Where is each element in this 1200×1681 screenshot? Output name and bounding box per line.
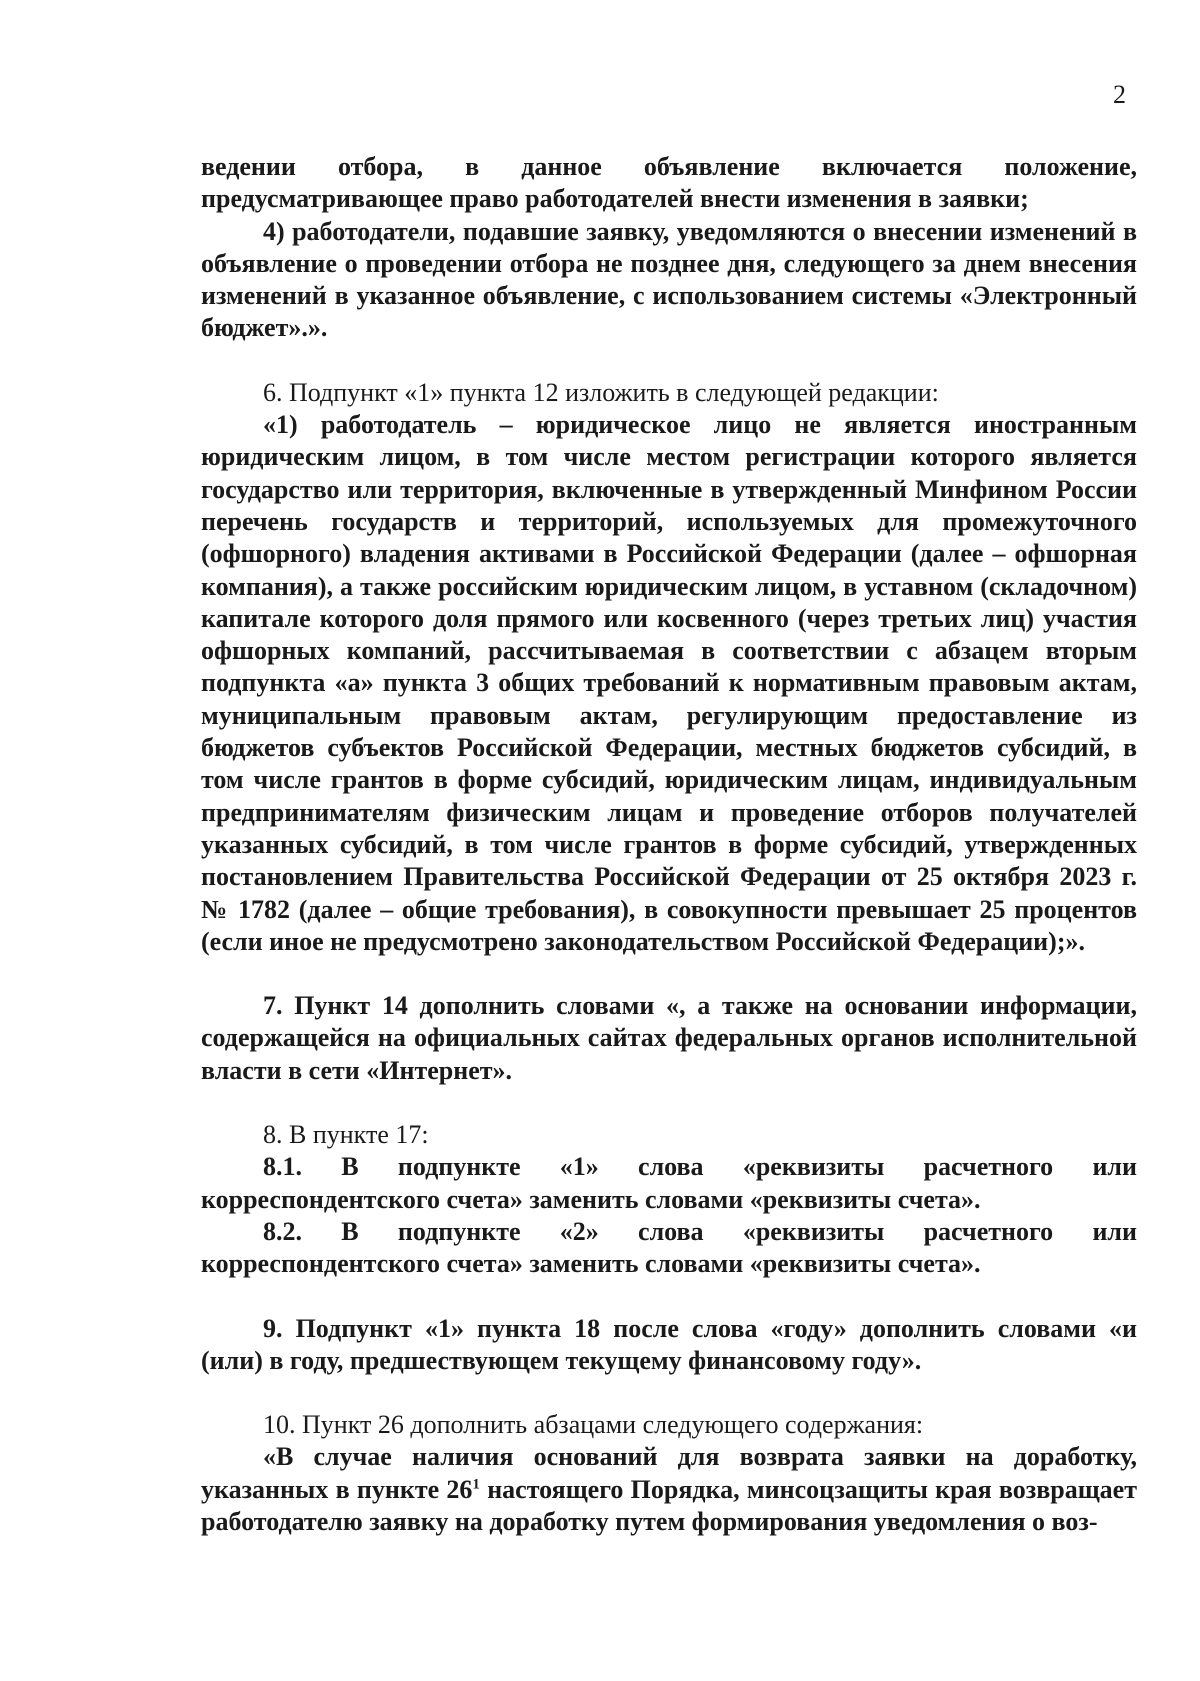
footnote-superscript: 1 <box>472 1476 480 1493</box>
paragraph-section-10: 10. Пункт 26 дополнить абзацами следующего содержания: <box>263 1410 924 1440</box>
paragraph-section-9: 9. Подпункт «1» пункта 18 после слова «году» дополнить словами «и (или) в году, предшествующем текущему финансовому году». <box>201 1313 1137 1375</box>
paragraph-section-8-2: 8.2. В подпункте «2» слова «реквизиты расчетного или корреспондентского счета» заменить словами «реквизиты счета». <box>201 1216 1137 1279</box>
paragraph-section-8: 8. В пункте 17: <box>263 1120 429 1150</box>
paragraph-section-6-text: «1) работодатель – юридическое лицо не является иностранным юридическим лицом, в том числе местом регистрации которого является государство или территория, включенные в утвержденный Минфином России перечень государств и территорий, используемых для промежуточного (офшорного) владения активами в Российской Федерации (далее – офшорная компания), а также российским юридическим лицом, в уставном (складочном) капитале которого доля прямого или косвенного (через третьих лиц) участия офшорных компаний, рассчитываемая в соответствии с абзацем вторым подпункта «а» пункта 3 общих требований к нормативным правовым актам, муниципальным правовым актам, регулирующим предоставление из бюджетов субъектов Российской Федерации, местных бюджетов субсидий, в том числе грантов в форме субсидий, юридическим лицам, индивидуальным предпринимателям физическим лицам и проведение отборов получателей указанных субсидий, в том числе грантов в форме субсидий, утвержденных постановлением Правительства Российской Федерации от 25 октября 2023 г. № 1782 (далее – общие требования), в совокупности превышает 25 процентов (если иное не предусмотрено законодательством Российской Федерации);». <box>201 410 1137 956</box>
paragraph-section-10-text <box>201 1441 1137 1538</box>
paragraph-section-10-text-start: «В случае наличия оснований для возврата заявки на доработку, указанных в пункте 26 <box>201 1442 1137 1504</box>
page-number: 2 <box>1113 80 1126 109</box>
paragraph-section-7: 7. Пункт 14 дополнить словами «, а также на основании информации, содержащейся на официальных сайтах федеральных органов исполнительной власти в сети «Интернет». <box>201 991 1137 1085</box>
document-body <box>201 151 1137 1538</box>
paragraph-section-6: 6. Подпункт «1» пункта 12 изложить в следующей редакции: <box>263 377 939 407</box>
paragraph-section-8-1: 8.1. В подпункте «1» слова «реквизиты расчетного или корреспондентского счета» заменить словами «реквизиты счета». <box>201 1152 1137 1214</box>
paragraph-continuation: ведении отбора, в данное объявление включается положение, предусматривающее право работодателей внести изменения в заявки; <box>201 152 1137 214</box>
paragraph-section-10-text-end: настоящего Порядка, минсоцзащиты края возвращает работодателю заявку на доработку путем формирования уведомления о воз- <box>201 1474 1137 1536</box>
paragraph-item-4: 4) работодатели, подавшие заявку, уведомляются о внесении изменений в объявление о проведении отбора не позднее дня, следующего за днем внесения изменений в указанное объявление, с использованием системы «Электронный бюджет».». <box>201 216 1137 343</box>
